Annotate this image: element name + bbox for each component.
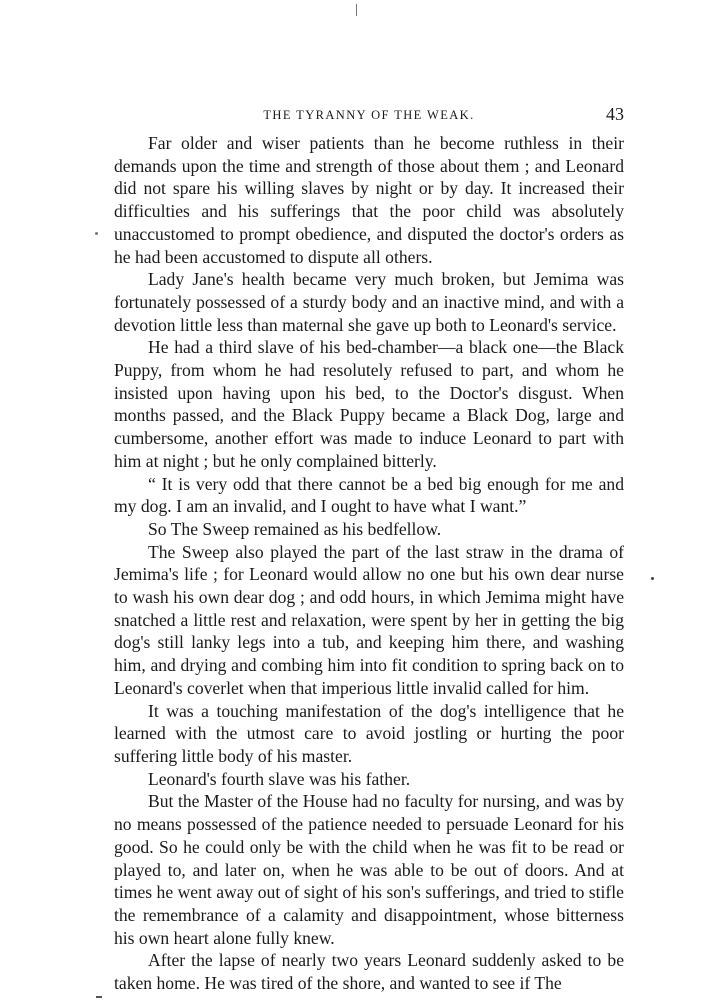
running-head: THE TYRANNY OF THE WEAK. <box>263 108 475 122</box>
paragraph: He had a third slave of his bed-chamber—a black one—the Black Puppy, from whom he had resolutely refused to part, and whom he insisted upon having upon his bed, to the Doctor's disgust. When months passed, and the Black Puppy became a Black Dog, large and cumbersome, another effort was made to induce Leonard to part with him at night ; but he only complained bitterly. <box>114 337 624 471</box>
scan-speck <box>651 577 654 580</box>
page-number: 43 <box>606 104 624 124</box>
paragraph: The Sweep also played the part of the last straw in the drama of Jemima's life ; for Leonard would allow no one but his own dear nurse to wash his own dear dog ; and odd hours, in which Jemima might have snatched a little rest and relaxation, were spent by her in getting the big dog's still lanky legs into a tub, and keeping him there, and washing him, and drying and combing him into fit condition to spring back on to Leonard's coverlet when that imperious little invalid called for him. <box>114 541 624 698</box>
paragraph: “ It is very odd that there cannot be a bed big enough for me and my dog. I am an invalid, and I ought to have what I want.” <box>114 473 624 517</box>
paragraph: After the lapse of nearly two years Leonard suddenly asked to be taken home. He was tired of the shore, and wanted to see if The <box>114 950 624 994</box>
scan-speck <box>356 4 357 16</box>
body-text <box>114 132 624 995</box>
paragraph: Lady Jane's health became very much broken, but Jemima was fortunately possessed of a sturdy body and an inactive mind, and with a devotion little less than maternal she gave up both to Leonard's service. <box>114 269 624 335</box>
paragraph: Leonard's fourth slave was his father. <box>148 768 411 789</box>
paragraph: Far older and wiser patients than he become ruthless in their demands upon the time and strength of those about them ; and Leonard did not spare his willing slaves by night or by day. It increased their difficulties and his sufferings that the poor child was absolutely unaccustomed to prompt obedience, and disputed the doctor's orders as he had been accustomed to dispute all others. <box>114 133 624 267</box>
scan-speck <box>95 232 98 235</box>
paragraph: So The Sweep remained as his bedfellow. <box>148 518 442 539</box>
paragraph: But the Master of the House had no faculty for nursing, and was by no means possessed of the patience needed to persuade Leonard for his good. So he could only be with the child when he was fit to be read or played to, and later on, when he was able to be out of doors. And at times he went away out of sight of his son's sufferings, and tried to stifle the remembrance of a calamity and disappointment, whose bitterness his own heart alone fully knew. <box>114 791 624 948</box>
page-header <box>114 104 624 128</box>
paragraph: It was a touching manifestation of the dog's intelligence that he learned with the utmost care to avoid jostling or hurting the poor suffering little body of his master. <box>114 700 624 766</box>
scan-speck <box>96 996 102 998</box>
